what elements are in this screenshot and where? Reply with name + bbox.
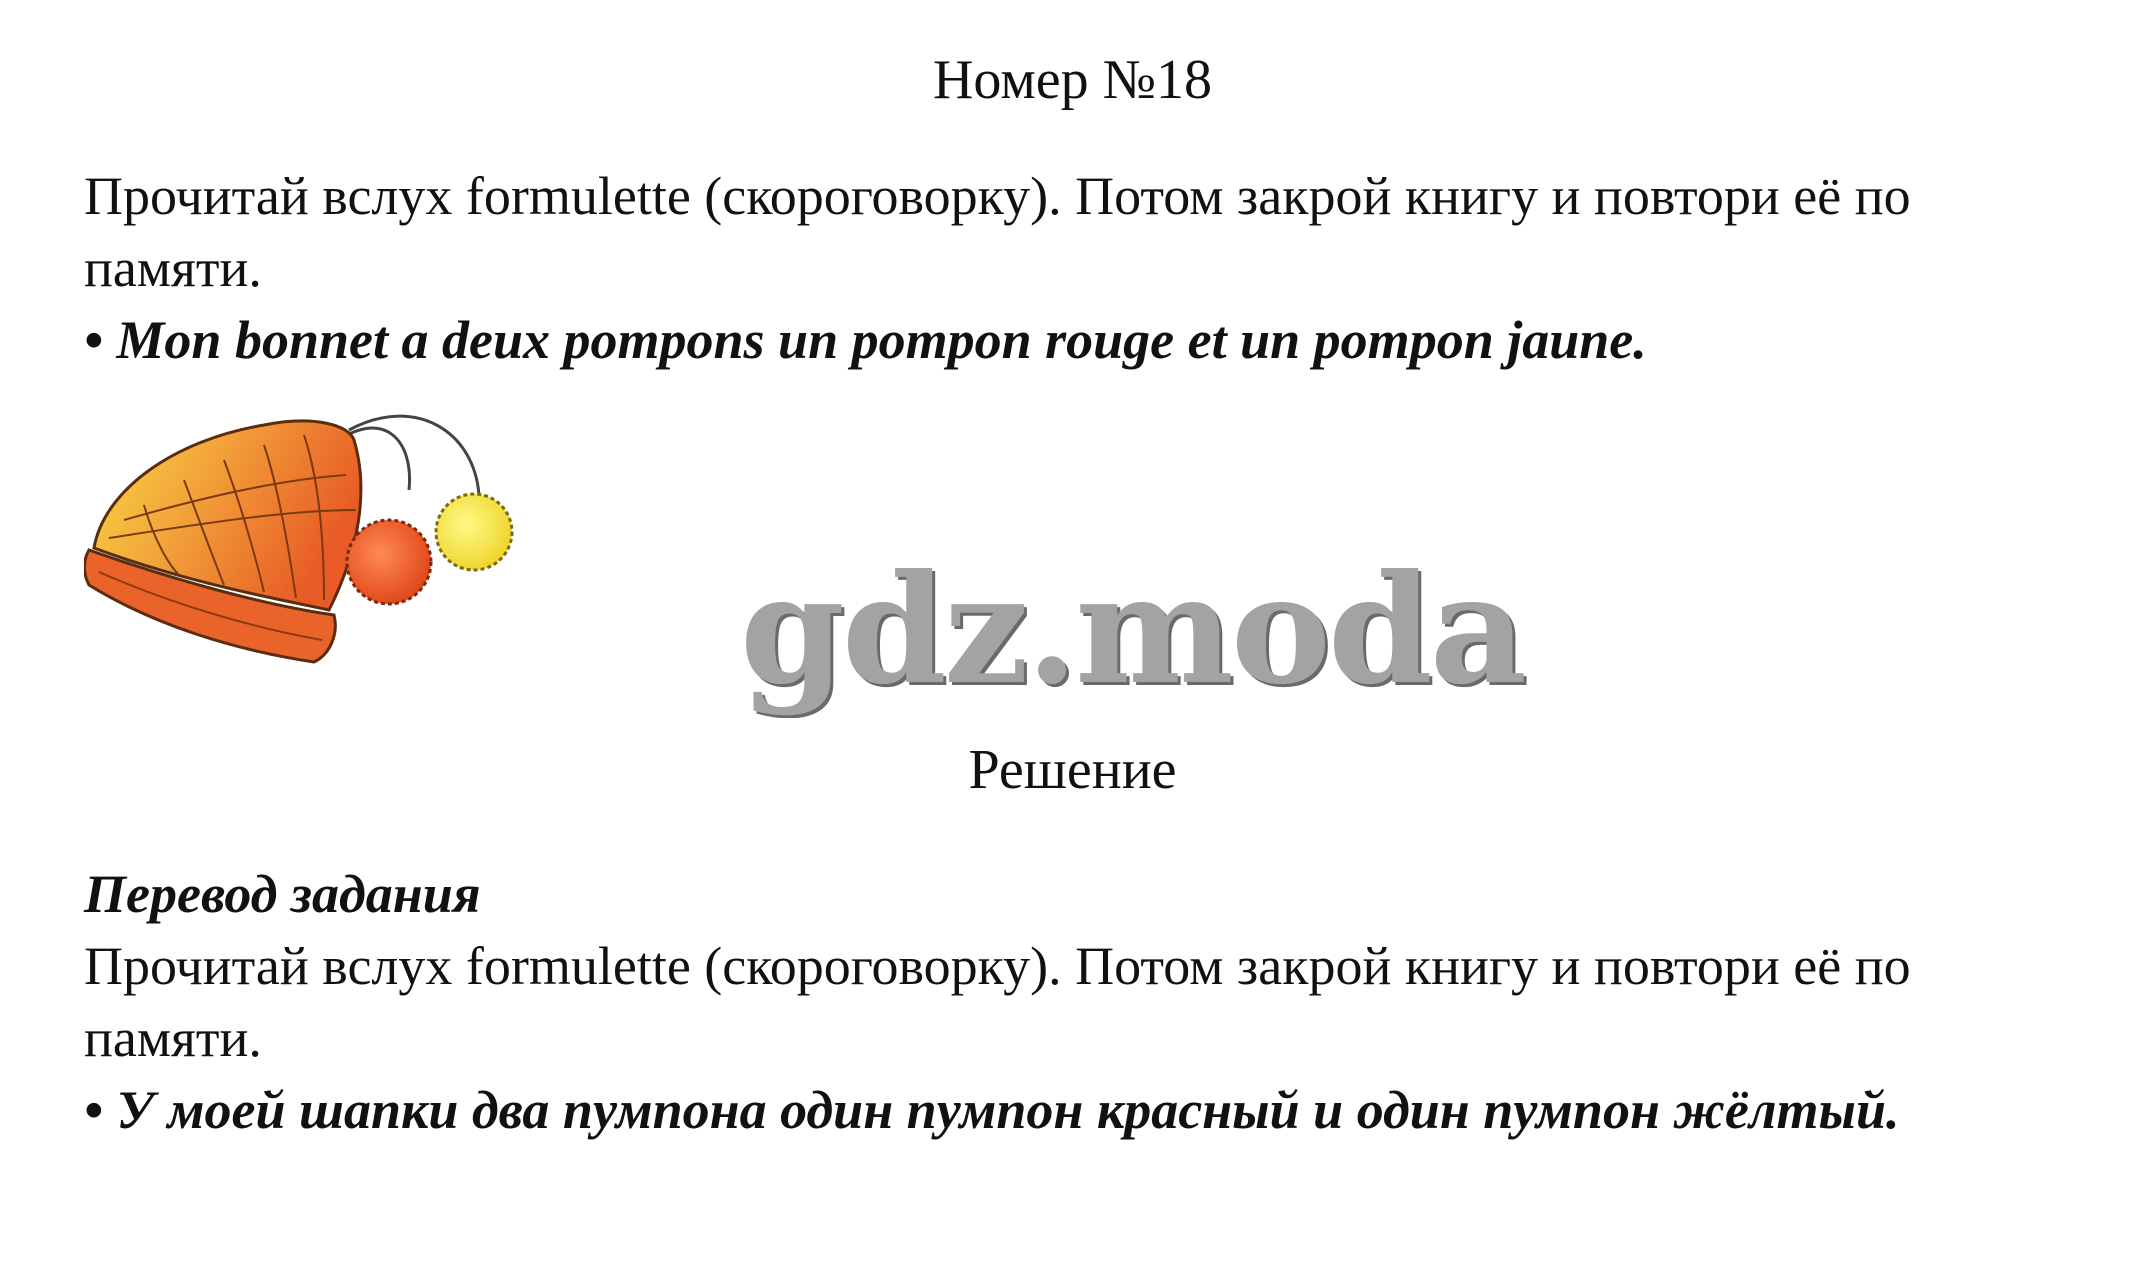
task-block [84, 160, 2074, 376]
translation-block [84, 858, 2074, 1146]
task-phrase: • Mon bonnet a deux pompons un pompon rouge et un pompon jaune. [84, 310, 1647, 370]
translation-instruction: Прочитай вслух formulette (скороговорку). Потом закрой книгу и повтори её по памяти. [84, 936, 1911, 1068]
translation-phrase: • У моей шапки два пумпона один пумпон красный и один пумпон жёлтый. [84, 1080, 1900, 1140]
watermark: gdz.moda [740, 542, 1525, 718]
solution-label: Решение [968, 739, 1177, 801]
translation-heading: Перевод задания [84, 864, 481, 924]
knitted-hat-with-pompons-icon [84, 400, 544, 670]
task-instruction: Прочитай вслух formulette (скороговорку). Потом закрой книгу и повтори её по памяти. [84, 166, 1911, 298]
page-title: Номер №18 [932, 49, 1213, 111]
